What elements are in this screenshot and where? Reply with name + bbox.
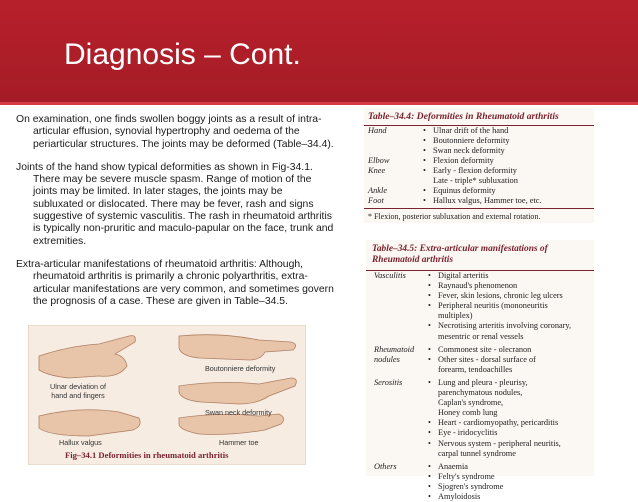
list-item: • Boutonniere deformity [423,136,594,146]
row-key: Rheumatoid nodules [374,344,415,364]
list-item: • Digital arteritis [428,271,594,281]
header-divider [0,102,638,105]
list-item: • Other sites - dorsal surface of [428,355,594,365]
table-deformities [364,108,594,223]
table-row [364,126,594,156]
label-ulnar: Ulnar deviation of hand and fingers [50,382,106,400]
table-footnote: * Flexion, posterior subluxation and external rotation. [364,208,594,224]
row-key: Serositis [374,377,403,387]
row-values [428,462,594,502]
figure-deformities [28,325,306,465]
list-item: • Fever, skin lesions, chronic leg ulcers [428,291,594,301]
row-values [423,156,594,166]
paragraph-examination: On examination, one finds swollen boggy joints as a result of intra-articular effusion, synovial hypertrophy and oedema of the periarticular structures. The joints may be deformed (Table–34.4). [16,114,334,150]
hallux-foot-image [39,410,140,436]
list-item-continued: carpal tunnel syndrome [438,448,516,458]
table-row [366,378,594,459]
table-body [366,271,594,502]
table-row [366,462,594,502]
table-body [364,126,594,206]
row-key: Others [374,461,397,471]
table-row [366,345,594,375]
table-row [364,186,594,196]
row-key: Vasculitis [374,271,406,280]
table-caption: Table–34.4: Deformities in Rheumatoid arthritis [364,108,594,126]
list-item-continued: multiplex) [438,311,473,321]
table-row [364,196,594,206]
list-item: • Sjogren's syndrome [428,482,594,492]
list-item-continued: Caplan's syndrome, [438,398,504,408]
label-hallux: Hallux valgus [59,438,102,447]
list-item: • Swan neck deformity [423,146,594,156]
row-values [423,126,594,156]
row-values [423,166,594,186]
row-values [428,378,594,459]
list-item: • Necrotising arteritis involving coronary, [428,321,594,331]
list-item: • Hallux valgus, Hammer toe, etc. [423,196,594,206]
row-values [428,271,594,342]
table-row [364,166,594,186]
list-item-continued: Honey comb lung [438,408,498,418]
body-text [16,114,334,319]
list-item-continued: Late - triple* subluxation [433,176,518,185]
list-item: • Flexion deformity [423,156,594,166]
boutonniere-hand-image [179,335,296,360]
list-item: • Nervous system - peripheral neuritis, [428,439,594,449]
row-key: Knee [368,166,386,175]
list-item-continued: forearm, tendoachilles [438,364,513,374]
row-key: Foot [368,196,384,205]
label-swan-neck: Swan neck deformity [205,408,272,417]
list-item: • Eye - iridocyclitis [428,428,594,438]
row-key: Hand [368,126,387,135]
table-caption: Table–34.5: Extra-articular manifestations of Rheumatoid arthritis [366,240,594,271]
swan-neck-hand-image [179,378,296,404]
table-extra-articular [366,240,594,501]
list-item: • Amyloidosis [428,492,594,502]
hammer-toe-image [179,414,284,435]
label-hammer: Hammer toe [219,438,259,447]
list-item: • Anaemia [428,462,594,472]
ulnar-hand-image [39,336,135,378]
list-item: • Early - flexion deformity [423,166,594,176]
list-item-continued: mesentric or renal vessels [438,331,524,341]
row-key: Ankle [368,186,388,195]
list-item: • Equinus deformity [423,186,594,196]
list-item: • Peripheral neuritis (mononeuritis [428,301,594,311]
row-values [423,186,594,196]
table-row [364,156,594,166]
row-values [423,196,594,206]
list-item: • Commonest site - olecranon [428,345,594,355]
list-item: • Lung and pleura - pleurisy, [428,378,594,388]
row-values [428,345,594,375]
list-item: • Felty's syndrome [428,472,594,482]
table-row [366,271,594,342]
paragraph-hand-joints: Joints of the hand show typical deformities as shown in Fig-34.1. There may be severe muscle spasm. Range of motion of the joints may be limited. In later stages, the joints may be subluxated or dislocated. There may be fever, rash and signs suggestive of systemic vasculitis. The rash in rheumatoid arthritis is typically non-pruritic and maculo-papular on the face, trunk and extremities. [16,161,334,247]
paragraph-extra-articular: Extra-articular manifestations of rheumatoid arthritis: Although, rheumatoid arthritis is primarily a chronic polyarthritis, extra-articular manifestations are very common, and sometimes govern the prognosis of a case. These are given in Table–34.5. [16,258,334,307]
row-key: Elbow [368,156,390,165]
list-item-continued: parenchymatous nodules, [438,388,523,398]
list-item: • Raynaud's phenomenon [428,281,594,291]
list-item: • Ulnar drift of the hand [423,126,594,136]
figure-caption: Fig–34.1 Deformities in rheumatoid arthritis [65,450,229,460]
list-item: • Heart - cardiomyopathy, pericarditis [428,418,594,428]
slide-title: Diagnosis – Cont. [64,38,301,71]
label-boutonniere: Boutonniere deformity [205,364,276,373]
